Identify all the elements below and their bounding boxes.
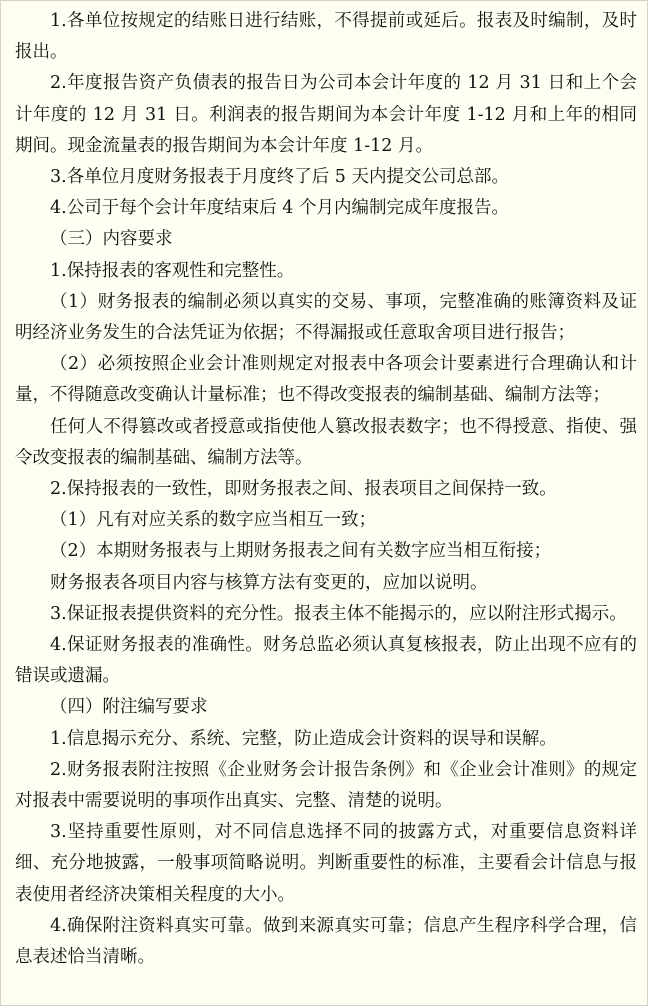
section-heading-notes-requirements: （四）附注编写要求 [50, 697, 208, 718]
paragraph-4: 4.公司于每个会计年度结束后 4 个月内编制完成年度报告。 [50, 198, 509, 219]
paragraph-18: 2.财务报表附注按照《企业财务会计报告条例》和《企业会计准则》的规定对报表中需要说明的事项作出真实、完整、清楚的说明。 [15, 759, 637, 812]
paragraph-14: 3.保证报表提供资料的充分性。报表主体不能揭示的，应以附注形式揭示。 [50, 603, 627, 624]
paragraph-7: （1）财务报表的编制必须以真实的交易、事项，完整准确的账簿资料及证明经济业务发生的合法凭证为依据；不得漏报或任意取舍项目进行报告； [15, 291, 637, 344]
paragraph-12: （2）本期财务报表与上期财务报表之间有关数字应当相互衔接； [50, 541, 552, 562]
paragraph-3: 3.各单位月度财务报表于月度终了后 5 天内提交公司总部。 [50, 167, 509, 188]
paragraph-6: 1.保持报表的客观性和完整性。 [50, 260, 295, 281]
paragraph-17: 1.信息揭示充分、系统、完整，防止造成会计资料的误导和误解。 [50, 728, 557, 749]
paragraph-13: 财务报表各项目内容与核算方法有变更的，应加以说明。 [50, 572, 488, 593]
paragraph-10: 2.保持报表的一致性，即财务报表之间、报表项目之间保持一致。 [50, 479, 557, 500]
paragraph-8: （2）必须按照企业会计准则规定对报表中各项会计要素进行合理确认和计量，不得随意改变确认计量标准；也不得改变报表的编制基础、编制方法等； [15, 354, 637, 406]
paragraph-1: 1.各单位按规定的结账日进行结账，不得提前或延后。报表及时编制，及时报出。 [15, 11, 637, 63]
paragraph-15: 4.保证财务报表的准确性。财务总监必须认真复核报表，防止出现不应有的错误或遗漏。 [15, 635, 637, 687]
section-heading-content-requirements: （三）内容要求 [50, 229, 173, 250]
paragraph-9: 任何人不得篡改或者授意或指使他人篡改报表数字；也不得授意、指使、强令改变报表的编制基础、编制方法等。 [15, 416, 637, 468]
paragraph-19: 3.坚持重要性原则，对不同信息选择不同的披露方式，对重要信息资料详细、充分地披露，一般事项简略说明。判断重要性的标准，主要看会计信息与报表使用者经济决策相关程度的大小。 [15, 822, 637, 905]
paragraph-11: （1）凡有对应关系的数字应当相互一致； [50, 510, 377, 531]
paragraph-2: 2.年度报告资产负债表的报告日为公司本会计年度的 12 月 31 日和上个会计年度的 12 月 31 日。利润表的报告期间为本会计年度 1-12 月和上年的相同期间。现金流量表的报告期间为本会计年度 1-12 月。 [15, 73, 637, 156]
paragraph-20: 4.确保附注资料真实可靠。做到来源真实可靠；信息产生程序科学合理，信息表述恰当清晰。 [15, 915, 637, 968]
